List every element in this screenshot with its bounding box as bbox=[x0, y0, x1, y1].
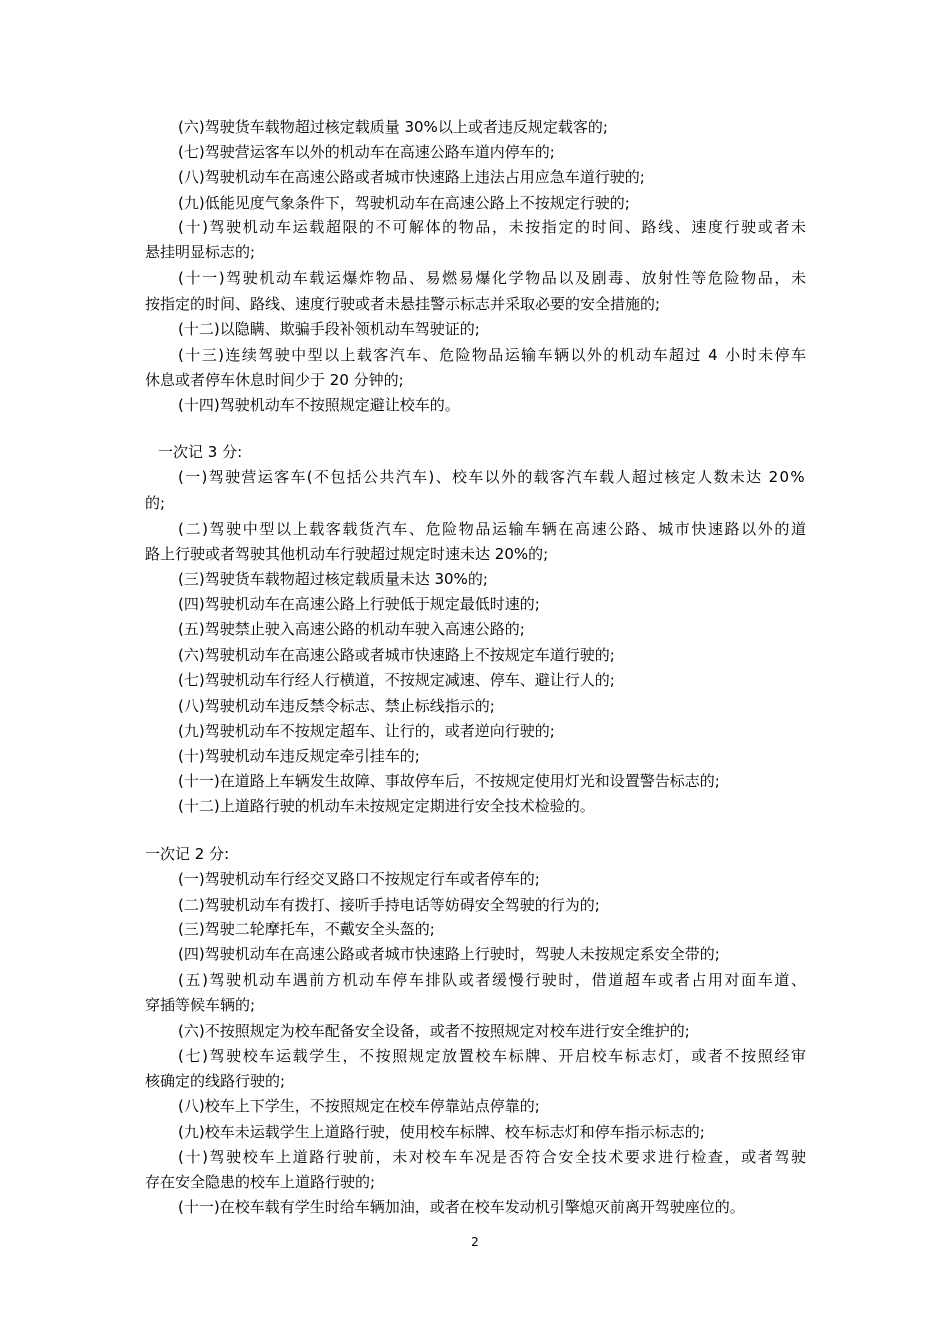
list-item: (十)驾驶机动车违反规定牵引挂车的; bbox=[178, 747, 420, 765]
list-item: (六)驾驶机动车在高速公路或者城市快速路上不按规定车道行驶的; bbox=[178, 646, 615, 664]
list-item: (十二)上道路行驶的机动车未按规定定期进行安全技术检验的。 bbox=[178, 797, 595, 815]
list-item: (二)驾驶中型以上载客载货汽车、危险物品运输车辆在高速公路、城市快速路以外的道 bbox=[178, 520, 808, 538]
list-item: (十)驾驶校车上道路行驶前，未对校车车况是否符合安全技术要求进行检查，或者驾驶 bbox=[178, 1148, 808, 1166]
section-heading: 一次记 3 分: bbox=[158, 443, 243, 461]
list-item: (九)校车未运载学生上道路行驶，使用校车标牌、校车标志灯和停车指示标志的; bbox=[178, 1123, 705, 1141]
list-item: (十三)连续驾驶中型以上载客汽车、危险物品运输车辆以外的机动车超过 4 小时未停车 bbox=[178, 346, 808, 364]
page-number: 2 bbox=[471, 1235, 479, 1249]
list-item: (十一)驾驶机动车载运爆炸物品、易燃易爆化学物品以及剧毒、放射性等危险物品，未 bbox=[178, 269, 808, 287]
list-item: (七)驾驶营运客车以外的机动车在高速公路车道内停车的; bbox=[178, 143, 555, 161]
list-item: (六)不按照规定为校车配备安全设备，或者不按照规定对校车进行安全维护的; bbox=[178, 1022, 690, 1040]
list-item: (九)低能见度气象条件下，驾驶机动车在高速公路上不按规定行驶的; bbox=[178, 194, 630, 212]
list-item-continuation: 按指定的时间、路线、速度行驶或者未悬挂警示标志并采取必要的安全措施的; bbox=[145, 295, 661, 313]
list-item: (一)驾驶营运客车(不包括公共汽车)、校车以外的载客汽车载人超过核定人数未达 20% bbox=[178, 468, 806, 486]
list-item: (十)驾驶机动车运载超限的不可解体的物品，未按指定的时间、路线、速度行驶或者未 bbox=[178, 218, 808, 236]
list-item: (四)驾驶机动车在高速公路或者城市快速路上行驶时，驾驶人未按规定系安全带的; bbox=[178, 945, 720, 963]
list-item: (四)驾驶机动车在高速公路上行驶低于规定最低时速的; bbox=[178, 595, 540, 613]
list-item: (八)驾驶机动车违反禁令标志、禁止标线指示的; bbox=[178, 697, 495, 715]
list-item: (五)驾驶机动车遇前方机动车停车排队或者缓慢行驶时，借道超车或者占用对面车道、 bbox=[178, 971, 808, 989]
list-item: (三)驾驶货车载物超过核定载质量未达 30%的; bbox=[178, 570, 488, 588]
list-item: (十四)驾驶机动车不按照规定避让校车的。 bbox=[178, 396, 460, 414]
list-item-continuation: 穿插等候车辆的; bbox=[145, 996, 256, 1014]
list-item: (一)驾驶机动车行经交叉路口不按规定行车或者停车的; bbox=[178, 870, 540, 888]
list-item: (七)驾驶机动车行经人行横道，不按规定减速、停车、避让行人的; bbox=[178, 671, 615, 689]
list-item: (二)驾驶机动车有拨打、接听手持电话等妨碍安全驾驶的行为的; bbox=[178, 896, 600, 914]
list-item-continuation: 休息或者停车休息时间少于 20 分钟的; bbox=[145, 371, 404, 389]
list-item: (八)校车上下学生，不按照规定在校车停靠站点停靠的; bbox=[178, 1097, 540, 1115]
list-item-continuation: 存在安全隐患的校车上道路行驶的; bbox=[145, 1173, 376, 1191]
list-item-continuation: 路上行驶或者驾驶其他机动车行驶超过规定时速未达 20%的; bbox=[145, 545, 549, 563]
list-item: (三)驾驶二轮摩托车，不戴安全头盔的; bbox=[178, 920, 435, 938]
list-item: (十一)在道路上车辆发生故障、事故停车后，不按规定使用灯光和设置警告标志的; bbox=[178, 772, 720, 790]
list-item: (十一)在校车载有学生时给车辆加油，或者在校车发动机引擎熄灭前离开驾驶座位的。 bbox=[178, 1198, 745, 1216]
list-item: (九)驾驶机动车不按规定超车、让行的，或者逆向行驶的; bbox=[178, 722, 555, 740]
list-item-continuation: 悬挂明显标志的; bbox=[145, 243, 256, 261]
list-item-continuation: 核确定的线路行驶的; bbox=[145, 1072, 286, 1090]
section-heading: 一次记 2 分: bbox=[145, 845, 230, 863]
list-item: (五)驾驶禁止驶入高速公路的机动车驶入高速公路的; bbox=[178, 620, 525, 638]
list-item: (六)驾驶货车载物超过核定载质量 30%以上或者违反规定载客的; bbox=[178, 118, 608, 136]
list-item: (十二)以隐瞒、欺骗手段补领机动车驾驶证的; bbox=[178, 320, 480, 338]
list-item: (七)驾驶校车运载学生，不按照规定放置校车标牌、开启校车标志灯，或者不按照经审 bbox=[178, 1047, 808, 1065]
list-item-continuation: 的; bbox=[145, 494, 166, 512]
list-item: (八)驾驶机动车在高速公路或者城市快速路上违法占用应急车道行驶的; bbox=[178, 168, 645, 186]
